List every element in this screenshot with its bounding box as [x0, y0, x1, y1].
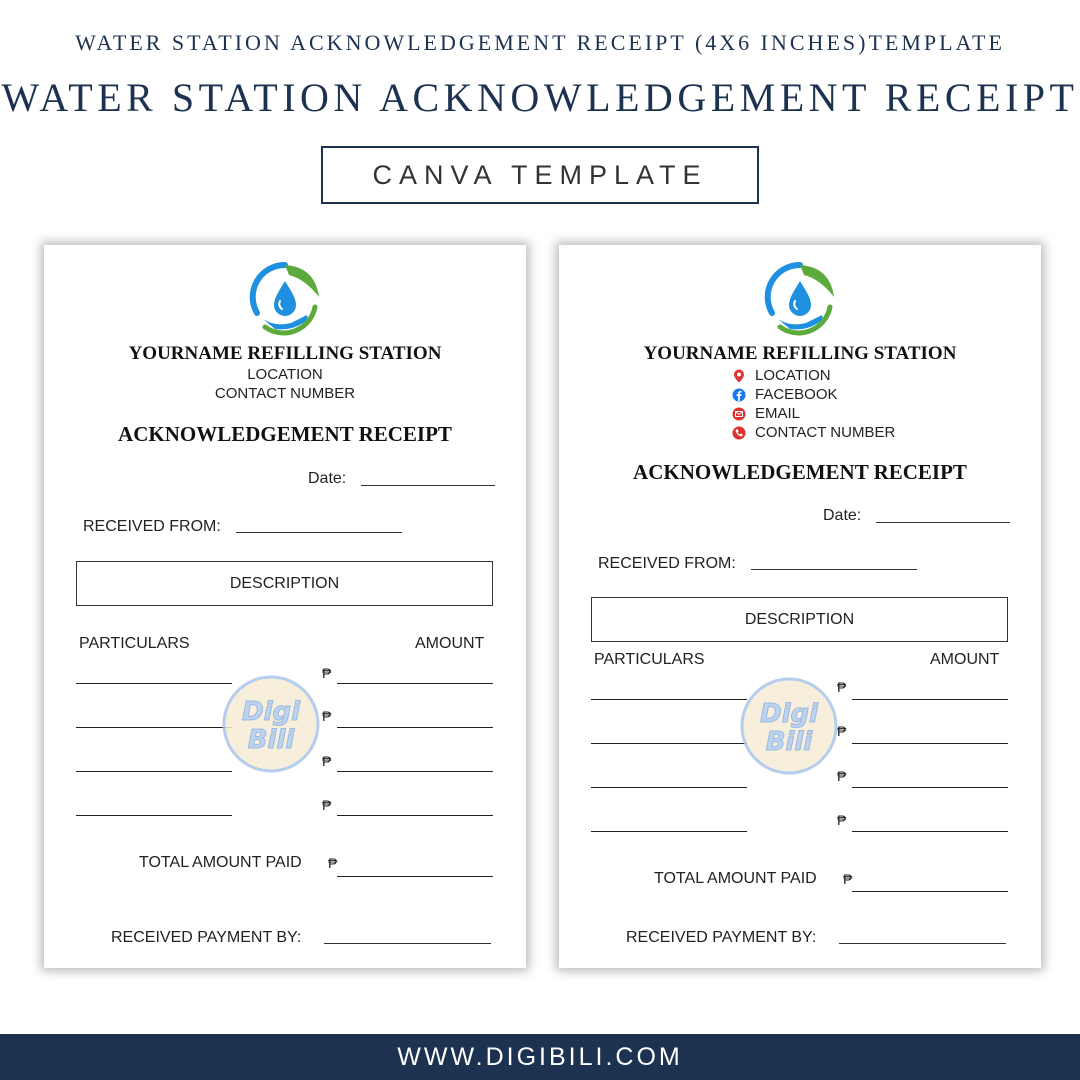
received-from-line — [751, 569, 917, 570]
particulars-label: PARTICULARS — [594, 651, 705, 668]
digibili-watermark — [739, 676, 839, 776]
amount-line-4 — [337, 815, 493, 816]
receipt-title: ACKNOWLEDGEMENT RECEIPT — [118, 422, 452, 446]
receipt-title: ACKNOWLEDGEMENT RECEIPT — [633, 460, 967, 484]
amount-label: AMOUNT — [930, 651, 1000, 668]
total-amount-label: TOTAL AMOUNT PAID — [139, 854, 302, 871]
peso-sign: ₱ — [837, 812, 847, 828]
info-row-contact — [732, 423, 895, 442]
digibili-watermark — [221, 674, 321, 774]
particular-line-1 — [76, 683, 232, 684]
main-title: WATER STATION ACKNOWLEDGEMENT RECEIPT — [1, 75, 1079, 120]
top-title: WATER STATION ACKNOWLEDGEMENT RECEIPT (4X6 INCHES)TEMPLATE — [75, 30, 1005, 55]
peso-sign: ₱ — [322, 753, 332, 769]
particular-line-4 — [76, 815, 232, 816]
facebook-icon — [732, 388, 746, 402]
info-row-email — [732, 404, 895, 423]
amount-line-1 — [337, 683, 493, 684]
peso-sign: ₱ — [837, 768, 847, 784]
station-name: YOURNAME REFILLING STATION — [128, 343, 442, 364]
email-icon — [732, 407, 746, 421]
location-text: LOCATION — [755, 367, 831, 384]
total-amount-label: TOTAL AMOUNT PAID — [654, 870, 817, 887]
contact-number-text: CONTACT NUMBER — [755, 424, 896, 441]
peso-sign: ₱ — [837, 723, 847, 739]
received-by-line — [324, 943, 491, 944]
received-by-line — [839, 943, 1006, 944]
date-label: Date: — [823, 507, 862, 524]
location-text: LOCATION — [247, 366, 323, 383]
amount-line-1 — [852, 699, 1008, 700]
particular-line-2 — [591, 743, 747, 744]
received-from-label: RECEIVED FROM: — [598, 555, 736, 572]
peso-sign: ₱ — [328, 855, 338, 871]
water-drop-logo-icon — [760, 257, 840, 337]
watermark-line1: Digi — [241, 697, 301, 727]
facebook-text: FACEBOOK — [755, 386, 838, 403]
particular-line-1 — [591, 699, 747, 700]
amount-line-2 — [852, 743, 1008, 744]
amount-label: AMOUNT — [415, 635, 485, 652]
received-from-line — [236, 532, 402, 533]
receipt-card-with-socials — [559, 245, 1041, 968]
received-by-label: RECEIVED PAYMENT BY: — [626, 929, 817, 946]
watermark-line2: Bili — [247, 725, 295, 755]
description-box: DESCRIPTION — [591, 597, 1008, 642]
peso-sign: ₱ — [837, 679, 847, 695]
peso-sign: ₱ — [322, 665, 332, 681]
particular-line-4 — [591, 831, 747, 832]
footer-bar — [0, 1034, 1080, 1080]
particular-line-2 — [76, 727, 232, 728]
email-text: EMAIL — [755, 405, 801, 422]
particular-line-3 — [76, 771, 232, 772]
phone-icon — [732, 426, 746, 440]
info-row-facebook — [732, 385, 895, 404]
info-row-location — [732, 366, 895, 385]
date-line — [361, 485, 495, 486]
receipt-card-simple — [44, 245, 526, 968]
date-line — [876, 522, 1010, 523]
total-amount-line — [337, 876, 493, 877]
received-by-label: RECEIVED PAYMENT BY: — [111, 929, 302, 946]
water-drop-logo-icon — [245, 257, 325, 337]
amount-line-3 — [852, 787, 1008, 788]
station-name: YOURNAME REFILLING STATION — [643, 343, 957, 364]
peso-sign: ₱ — [322, 708, 332, 724]
peso-sign: ₱ — [322, 797, 332, 813]
contact-number-text: CONTACT NUMBER — [214, 385, 356, 402]
description-box: DESCRIPTION — [76, 561, 493, 606]
particular-line-3 — [591, 787, 747, 788]
particulars-label: PARTICULARS — [79, 635, 190, 652]
watermark-line2: Bili — [765, 727, 813, 757]
amount-line-2 — [337, 727, 493, 728]
amount-line-3 — [337, 771, 493, 772]
received-from-label: RECEIVED FROM: — [83, 518, 221, 535]
location-pin-icon — [732, 369, 746, 383]
contact-info-list — [732, 366, 895, 442]
website-url[interactable]: WWW.DIGIBILI.COM — [397, 1042, 683, 1071]
amount-line-4 — [852, 831, 1008, 832]
date-label: Date: — [308, 470, 347, 487]
peso-sign: ₱ — [843, 871, 853, 887]
watermark-line1: Digi — [759, 699, 819, 729]
canva-template-badge: CANVA TEMPLATE — [321, 146, 759, 204]
total-amount-line — [852, 891, 1008, 892]
